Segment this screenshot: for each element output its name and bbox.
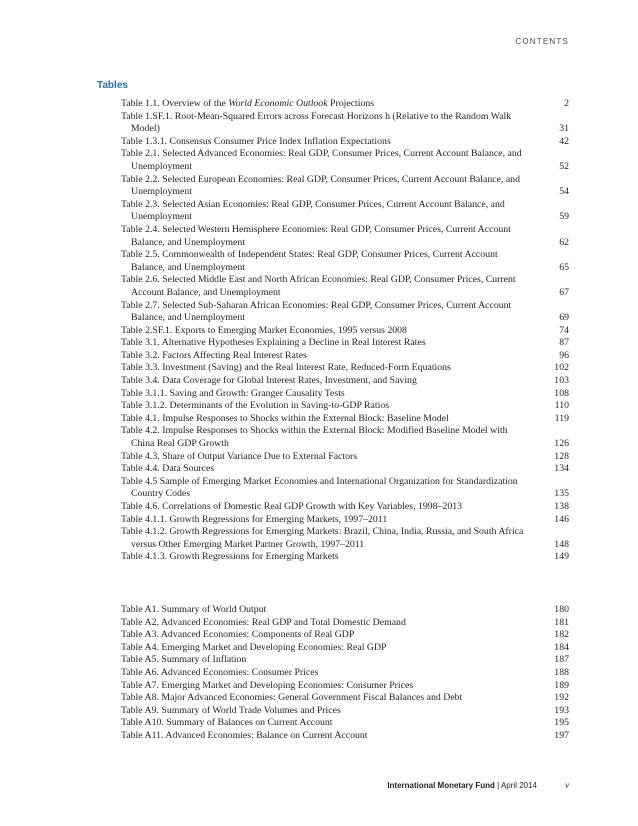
toc-entry-title: Table 4.5 Sample of Emerging Market Economies and International Organization for Standardization Country Codes	[121, 475, 518, 500]
toc-entry-page: 135	[554, 488, 569, 500]
toc-entry-title: Table 4.1. Impulse Responses to Shocks within the External Block: Baseline Model	[121, 412, 449, 424]
toc-entry-page: 119	[554, 412, 569, 424]
toc-entry-page: 188	[554, 666, 569, 678]
toc-entry[interactable]	[121, 199, 569, 224]
toc-entry-page: 96	[559, 349, 569, 361]
toc-entry[interactable]	[121, 325, 569, 338]
toc-entry-title: Table 3.4. Data Coverage for Global Interest Rates, Investment, and Saving	[121, 375, 417, 387]
toc-entry[interactable]	[121, 667, 569, 680]
toc-entry-title: Table 3.1.2. Determinants of the Evolution in Saving-to-GDP Ratios	[121, 400, 390, 412]
toc-entry-page: 189	[554, 679, 569, 691]
toc-entry-title: Table 2.SF.1. Exports to Emerging Market Economies, 1995 versus 2008	[121, 324, 407, 336]
toc-entry[interactable]	[121, 224, 569, 249]
toc-entry-page: 102	[554, 362, 569, 374]
toc-entry-title: Table A6. Advanced Economies: Consumer Prices	[121, 666, 319, 678]
toc-entry[interactable]	[121, 400, 569, 413]
toc-entry-title: Table 2.4. Selected Western Hemisphere Economies: Real GDP, Consumer Prices, Current Account Balance, and Unemployment	[121, 223, 511, 248]
toc-entry-title: Table A1. Summary of World Output	[121, 604, 267, 615]
toc-entry-page: 134	[554, 463, 569, 475]
toc-entry-page: 128	[554, 450, 569, 462]
toc-entry-page: 148	[554, 538, 569, 550]
toc-entry-page: 187	[554, 654, 569, 666]
toc-entry-page: 197	[554, 729, 569, 741]
toc-list-main	[121, 98, 569, 564]
toc-entry-title: Table 3.1.1. Saving and Growth: Granger Causality Tests	[121, 387, 345, 399]
toc-entry-page: 69	[559, 312, 569, 324]
toc-entry-page: 110	[554, 400, 569, 412]
running-head: CONTENTS	[515, 37, 569, 46]
toc-entry-title: Table 4.3. Share of Output Variance Due to External Factors	[121, 450, 358, 462]
toc-entry[interactable]	[121, 604, 569, 617]
toc-entry[interactable]	[121, 476, 569, 501]
toc-entry-title: Table 2.1. Selected Advanced Economies: Real GDP, Consumer Prices, Current Account Balance, and Unemployment	[121, 148, 522, 172]
toc-entry[interactable]	[121, 388, 569, 401]
toc-list-statistical-appendix	[121, 604, 569, 743]
toc-entry[interactable]	[121, 526, 569, 551]
toc-entry-title: Table A10. Summary of Balances on Current Account	[121, 717, 333, 729]
toc-entry[interactable]	[121, 451, 569, 464]
toc-entry-title: Table 3.3. Investment (Saving) and the Real Interest Rate, Reduced-Form Equations	[121, 362, 451, 374]
toc-entry[interactable]	[121, 300, 569, 325]
toc-entry-page: 184	[554, 641, 569, 653]
toc-entry-title: Table A7. Emerging Market and Developing Economies: Consumer Prices	[121, 679, 414, 691]
toc-entry-page: 74	[559, 324, 569, 336]
toc-entry-page: 138	[554, 501, 569, 512]
toc-entry[interactable]	[121, 617, 569, 630]
toc-entry-page: 54	[559, 186, 569, 198]
toc-entry[interactable]	[121, 680, 569, 693]
toc-entry[interactable]	[121, 551, 569, 564]
footer-date: April 2014	[500, 781, 537, 790]
toc-entry-page: 2	[564, 98, 569, 109]
toc-entry-title: Table 3.1. Alternative Hypotheses Explaining a Decline in Real Interest Rates	[121, 337, 426, 349]
toc-entry-title: Table 4.1.2. Growth Regressions for Emerging Markets: Brazil, China, India, Russia, and South Africa versus Other Emerging Market Partner Growth, 1997–2011	[121, 526, 524, 550]
toc-entry-page: 31	[559, 123, 569, 135]
toc-entry-title: Table A9. Summary of World Trade Volumes and Prices	[121, 704, 341, 716]
toc-entry[interactable]	[121, 375, 569, 388]
toc-entry-title: Table 2.6. Selected Middle East and North African Economies: Real GDP, Consumer Prices, Current Account Balance, and Unemployment	[121, 274, 516, 298]
toc-entry-title: Table 3.2. Factors Affecting Real Interest Rates	[121, 349, 307, 361]
toc-entry[interactable]	[121, 730, 569, 743]
toc-entry-page: 67	[559, 286, 569, 298]
toc-entry[interactable]	[121, 692, 569, 705]
toc-entry[interactable]	[121, 350, 569, 363]
toc-entry[interactable]	[121, 413, 569, 426]
toc-entry-title: Table 1.1. Overview of the World Economic Outlook Projections	[121, 98, 375, 109]
toc-entry[interactable]	[121, 148, 569, 173]
toc-entry[interactable]	[121, 501, 569, 514]
toc-entry-title: Table 2.3. Selected Asian Economies: Real GDP, Consumer Prices, Current Account Balance, and Unemployment	[121, 198, 505, 223]
toc-entry-page: 62	[559, 236, 569, 248]
toc-entry[interactable]	[121, 654, 569, 667]
toc-entry[interactable]	[121, 642, 569, 655]
toc-entry-title: Table 2.5. Commonwealth of Independent States: Real GDP, Consumer Prices, Current Account Balance, and Unemployment	[121, 249, 498, 273]
toc-entry-page: 103	[554, 375, 569, 387]
toc-entry[interactable]	[121, 705, 569, 718]
toc-entry-page: 126	[554, 438, 569, 450]
toc-entry-title: Table 2.2. Selected European Economies: Real GDP, Consumer Prices, Current Account Balance, and Unemployment	[121, 173, 520, 198]
toc-entry-title: Table 2.7. Selected Sub-Saharan African Economies: Real GDP, Consumer Prices, Current Account Balance, and Unemployment	[121, 299, 512, 324]
toc-entry-title: Table A11. Advanced Economies: Balance on Current Account	[121, 729, 368, 741]
page-footer	[387, 780, 569, 790]
toc-entry-title: Table 4.4. Data Sources	[121, 463, 215, 475]
toc-entry[interactable]	[121, 425, 569, 450]
toc-entry[interactable]	[121, 629, 569, 642]
toc-entry-title: Table 4.1.3. Growth Regressions for Emerging Markets	[121, 551, 339, 563]
toc-entry[interactable]	[121, 717, 569, 730]
toc-entry[interactable]	[121, 111, 569, 136]
page-number: v	[565, 780, 569, 790]
toc-entry[interactable]	[121, 463, 569, 476]
toc-entry-page: 146	[554, 513, 569, 525]
toc-entry[interactable]	[121, 362, 569, 375]
footer-publisher: International Monetary Fund	[387, 781, 495, 790]
toc-entry[interactable]	[121, 274, 569, 299]
toc-entry[interactable]	[121, 514, 569, 527]
toc-entry-page: 59	[559, 211, 569, 223]
toc-entry[interactable]	[121, 337, 569, 350]
footer-separator: |	[494, 781, 501, 790]
toc-entry-title: Table A4. Emerging Market and Developing Economies: Real GDP	[121, 641, 387, 653]
toc-entry-page: 193	[554, 704, 569, 716]
toc-entry-page: 42	[559, 135, 569, 147]
toc-entry[interactable]	[121, 136, 569, 149]
toc-entry[interactable]	[121, 249, 569, 274]
toc-entry-page: 182	[554, 629, 569, 641]
toc-entry-title: Table 4.2. Impulse Responses to Shocks within the External Block: Modified Baseline Model with China Real GDP Growth	[121, 425, 508, 450]
toc-entry-page: 195	[554, 717, 569, 729]
toc-entry-page: 181	[554, 616, 569, 628]
toc-entry-title: Table 4.1.1. Growth Regressions for Emerging Markets, 1997–2011	[121, 513, 388, 525]
toc-entry[interactable]	[121, 174, 569, 199]
toc-entry-page: 108	[554, 387, 569, 399]
toc-entry-title: Table A5. Summary of Inflation	[121, 654, 247, 666]
toc-entry-page: 52	[559, 160, 569, 172]
toc-entry-page: 65	[559, 261, 569, 273]
toc-entry-title: Table 1.3.1. Consensus Consumer Price Index Inflation Expectations	[121, 135, 391, 147]
toc-entry-title: Table A2. Advanced Economies: Real GDP and Total Domestic Demand	[121, 616, 406, 628]
toc-entry-title: Table A3. Advanced Economies: Components of Real GDP	[121, 629, 355, 641]
toc-entry-title: Table A8. Major Advanced Economies: General Government Fiscal Balances and Debt	[121, 692, 463, 704]
toc-entry-page: 180	[554, 604, 569, 615]
toc-entry-page: 87	[559, 337, 569, 349]
toc-entry-page: 192	[554, 692, 569, 704]
toc-entry-title: Table 1.SF.1. Root-Mean-Squared Errors across Forecast Horizons h (Relative to the Random Walk Model)	[121, 110, 512, 135]
toc-entry[interactable]	[121, 98, 569, 111]
toc-entry-title: Table 4.6. Correlations of Domestic Real GDP Growth with Key Variables, 1998–2013	[121, 501, 463, 512]
section-title: Tables	[97, 80, 128, 91]
toc-entry-page: 149	[554, 551, 569, 563]
